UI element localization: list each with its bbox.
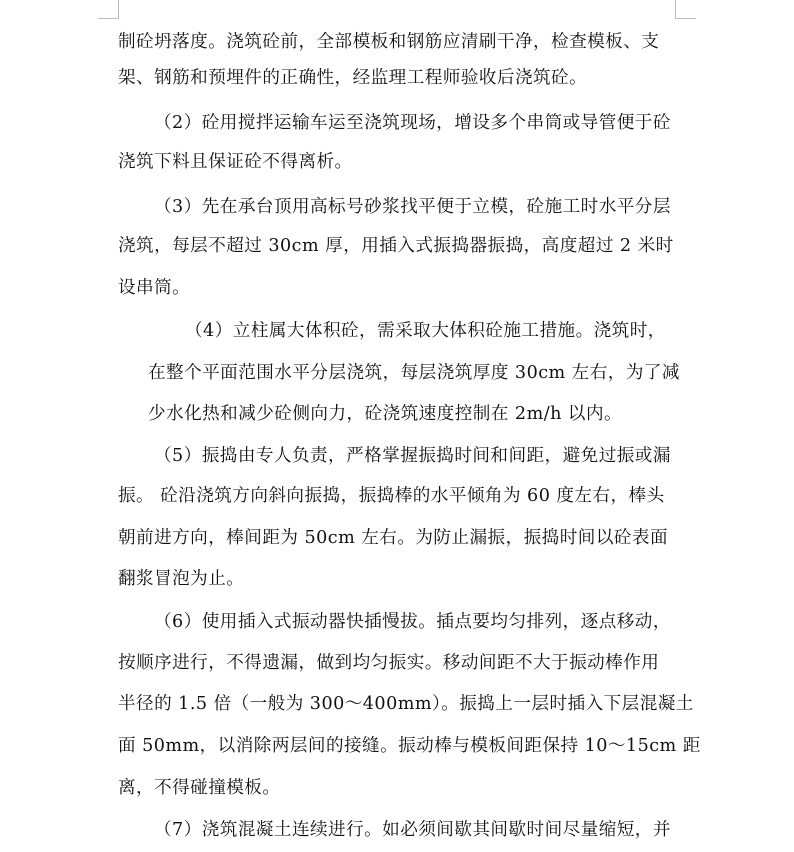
paragraph-4-start: （4）立柱属大体积砼，需采取大体积砼施工措施。浇筑时， [185,321,666,341]
text-line: 半径的 1.5 倍（一般为 300～400mm）。振捣上一层时插入下层混凝土 [118,694,694,714]
text-line: 架、钢筋和预埋件的正确性，经监理工程师验收后浇筑砼。 [118,68,588,88]
paragraph-7-start: （7）浇筑混凝土连续进行。如必须间歇其间歇时间尽量缩短，并 [154,820,671,840]
text-line: 翻浆冒泡为止。 [118,569,245,589]
text-line: 浇筑下料且保证砼不得离析。 [118,152,353,172]
margin-mark-top-right-vertical [675,0,676,18]
text-line: 少水化热和减少砼侧向力，砼浇筑速度控制在 2m/h 以内。 [148,404,623,424]
text-line: 离，不得碰撞模板。 [118,778,281,798]
text-line: 振。 砼沿浇筑方向斜向振捣，振捣棒的水平倾角为 60 度左右，棒头 [118,486,665,506]
text-line: 按顺序进行，不得遗漏，做到均匀振实。移动间距不大于振动棒作用 [118,653,660,673]
text-line: 朝前进方向，棒间距为 50cm 左右。为防止漏振，振捣时间以砼表面 [118,528,668,548]
margin-mark-top-left-vertical [118,0,119,18]
margin-mark-top-left-horizontal [98,18,119,19]
text-line: 设串筒。 [118,278,191,298]
text-line: 浇筑，每层不超过 30cm 厚，用插入式振捣器振捣，高度超过 2 米时 [118,236,674,256]
text-line: 在整个平面范围水平分层浇筑，每层浇筑厚度 30cm 左右，为了减 [148,363,680,383]
paragraph-3-start: （3）先在承台顶用高标号砂浆找平便于立模，砼施工时水平分层 [154,197,671,217]
paragraph-6-start: （6）使用插入式振动器快插慢拔。插点要均匀排列，逐点移动， [154,612,671,632]
text-line: 制砼坍落度。浇筑砼前，全部模板和钢筋应清刷干净，检查模板、支 [118,32,660,52]
paragraph-2-start: （2）砼用搅拌运输车运至浇筑现场，增设多个串筒或导管便于砼 [154,113,671,133]
text-line: 面 50mm，以消除两层间的接缝。振动棒与模板间距保持 10～15cm 距 [118,736,701,756]
margin-mark-top-right-horizontal [675,18,696,19]
paragraph-5-start: （5）振捣由专人负责，严格掌握振捣时间和间距，避免过振或漏 [154,446,671,466]
